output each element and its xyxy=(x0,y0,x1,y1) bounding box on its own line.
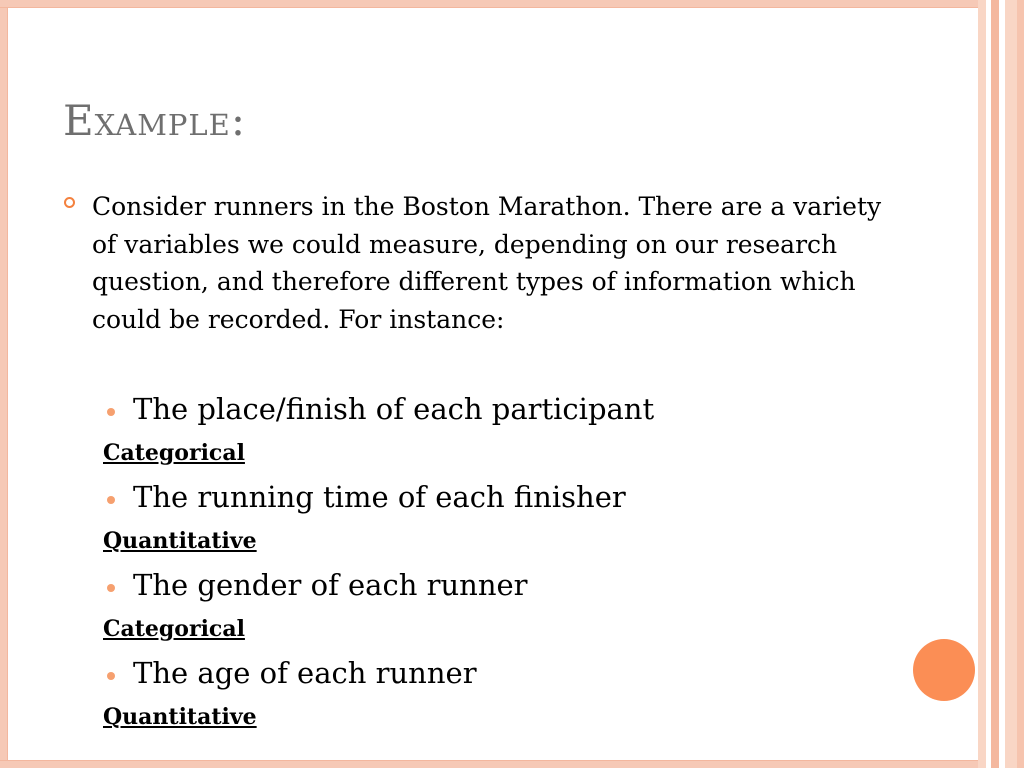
variable-type-label: Quantitative xyxy=(103,528,257,554)
right-stripe xyxy=(1005,0,1017,768)
slide-title: Example: xyxy=(63,96,246,145)
list-item-text: The place/finish of each participant xyxy=(133,392,655,426)
dot-bullet-icon xyxy=(107,672,115,680)
right-stripe xyxy=(991,0,999,768)
dot-bullet-icon xyxy=(107,408,115,416)
list-item-text: The running time of each finisher xyxy=(133,480,626,514)
dot-bullet-icon xyxy=(107,496,115,504)
ring-bullet-icon xyxy=(64,197,75,208)
right-stripe xyxy=(1017,0,1024,768)
variable-type-label: Quantitative xyxy=(103,704,257,730)
decorative-circle xyxy=(913,639,975,701)
frame-bottom-border xyxy=(0,760,978,768)
variable-type-label: Categorical xyxy=(103,440,245,466)
dot-bullet-icon xyxy=(107,584,115,592)
frame-top-border xyxy=(0,0,978,8)
list-item-text: The gender of each runner xyxy=(133,568,528,602)
list-item-text: The age of each runner xyxy=(133,656,477,690)
frame-left-border xyxy=(0,0,8,768)
variable-type-label: Categorical xyxy=(103,616,245,642)
right-stripe xyxy=(978,0,986,768)
intro-paragraph: Consider runners in the Boston Marathon. There are a variety of variables we could measure, depending on our research question, and therefore different types of information which could be recorded. For instance: xyxy=(92,192,882,334)
